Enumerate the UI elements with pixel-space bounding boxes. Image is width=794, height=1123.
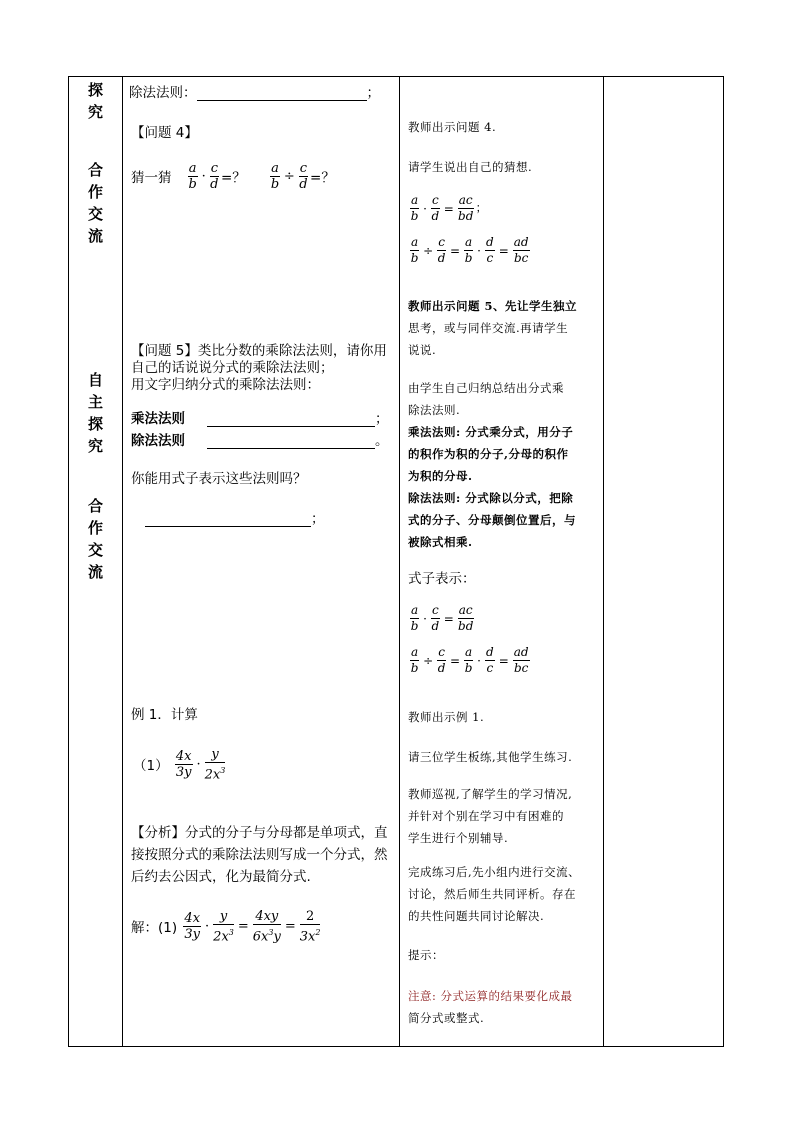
stage-char: 交	[87, 205, 103, 223]
division-formula: $\frac{a}{b}$ ÷ $\frac{c}{d}$ = $\frac{a}{b}$ · $\frac{d}{c}$ = $\frac{ad}{bc}$	[410, 645, 529, 675]
stage-char: 探	[87, 415, 103, 433]
formula-label: 式子表示：	[408, 571, 476, 587]
stage-char: 自	[87, 371, 103, 389]
formula-blank: ；	[145, 507, 325, 527]
activity-text: 教师出示问题 4.	[408, 120, 497, 134]
multiplication-rule-blank: 乘法法则 ；	[131, 411, 389, 427]
activity-text: 教师巡视,了解学生的学习情况, 并针对个别在学习中有困难的 学生进行个别辅导.	[408, 787, 573, 845]
answer-blank[interactable]	[207, 414, 375, 427]
formula-question: 你能用式子表示这些法则吗？	[131, 471, 307, 487]
division-rule-blank: 除法法则： ；	[129, 85, 380, 101]
stage-char: 流	[87, 227, 103, 245]
lesson-table	[68, 76, 724, 1047]
activity-text: 请学生说出自己的猜想.	[408, 160, 533, 174]
question-4-heading: 【问题 4】	[131, 125, 198, 141]
division-formula: $\frac{a}{b}$ ÷ $\frac{c}{d}$ = $\frac{a}{b}$ · $\frac{d}{c}$ = $\frac{ad}{bc}$	[410, 235, 529, 265]
stage-char: 交	[87, 541, 103, 559]
division-rule-answer: 除法法则: 分式除以分式，把除 式的分子、分母颠倒位置后，与 被除式相乘.	[408, 491, 576, 549]
division-rule-blank-2: 除法法则 。	[131, 433, 389, 449]
activity-text: 由学生自己归纳总结出分式乘 除法法则.	[408, 381, 564, 417]
stage-char: 究	[87, 437, 103, 455]
stage-char: 究	[87, 103, 103, 121]
stage-char: 探	[87, 81, 103, 99]
stage-column	[69, 77, 123, 1047]
activity-text: 完成练习后,先小组内进行交流、 讨论，然后师生共同评析。存在 的共性问题共同讨论解决.	[408, 865, 581, 923]
hint-label: 提示：	[408, 948, 444, 962]
stage-char: 作	[87, 183, 103, 201]
stage-char: 合	[87, 161, 103, 179]
content-column	[123, 77, 400, 1047]
note-text: 注意: 分式运算的结果要化成最 简分式或整式.	[408, 989, 573, 1025]
multiplication-rule-answer: 乘法法则: 分式乘分式，用分子 的积作为积的分子,分母的积作 为积的分母.	[408, 425, 574, 483]
multiplication-formula: $\frac{a}{b}$ · $\frac{c}{d}$ = $\frac{ac}{bd}$	[410, 603, 474, 633]
answer-blank[interactable]	[145, 514, 311, 527]
answer-blank[interactable]	[197, 88, 367, 101]
stage-char: 主	[87, 393, 103, 411]
multiplication-formula: $\frac{a}{b}$ · $\frac{c}{d}$ = $\frac{ac}{bd}$ ；	[410, 193, 488, 223]
answer-blank[interactable]	[207, 436, 375, 449]
question-5-text: 【问题 5】类比分数的乘除法法则，请你用 自己的话说说分式的乘除法法则； 用文字归纳分式的乘除法法则：	[131, 343, 387, 393]
solution-expression: 解：(1) $\frac{4x}{3y}$ · $\frac{y}{2x^3}$ = $\frac{4xy}{6x^3y}$ = $\frac{2}{3x^2}$	[131, 909, 321, 945]
activity-text: 请三位学生板练,其他学生练习.	[408, 750, 573, 764]
example-1-expression: （1） $\frac{4x}{3y}$ · $\frac{y}{2x^3}$	[133, 747, 226, 783]
stage-char: 流	[87, 563, 103, 581]
activity-text: 教师出示例 1.	[408, 710, 485, 724]
notes-column	[604, 77, 724, 1047]
teacher-activity-column	[400, 77, 604, 1047]
guess-expression: 猜一猜 $\frac{a}{b}$ · $\frac{c}{d}$ =？ $\frac{a}{b}$ ÷ $\frac{c}{d}$ =？	[131, 161, 335, 192]
stage-char: 作	[87, 519, 103, 537]
example-1-heading: 例 1．计算	[131, 707, 198, 723]
stage-char: 合	[87, 497, 103, 515]
analysis-text: 【分析】分式的分子与分母都是单项式，直 接按照分式的乘除法法则写成一个分式，然 后约去公因式，化为最简分式.	[131, 825, 388, 885]
activity-text: 教师出示问题 5、先让学生独立 思考，或与同伴交流.再请学生 说说.	[408, 299, 578, 357]
